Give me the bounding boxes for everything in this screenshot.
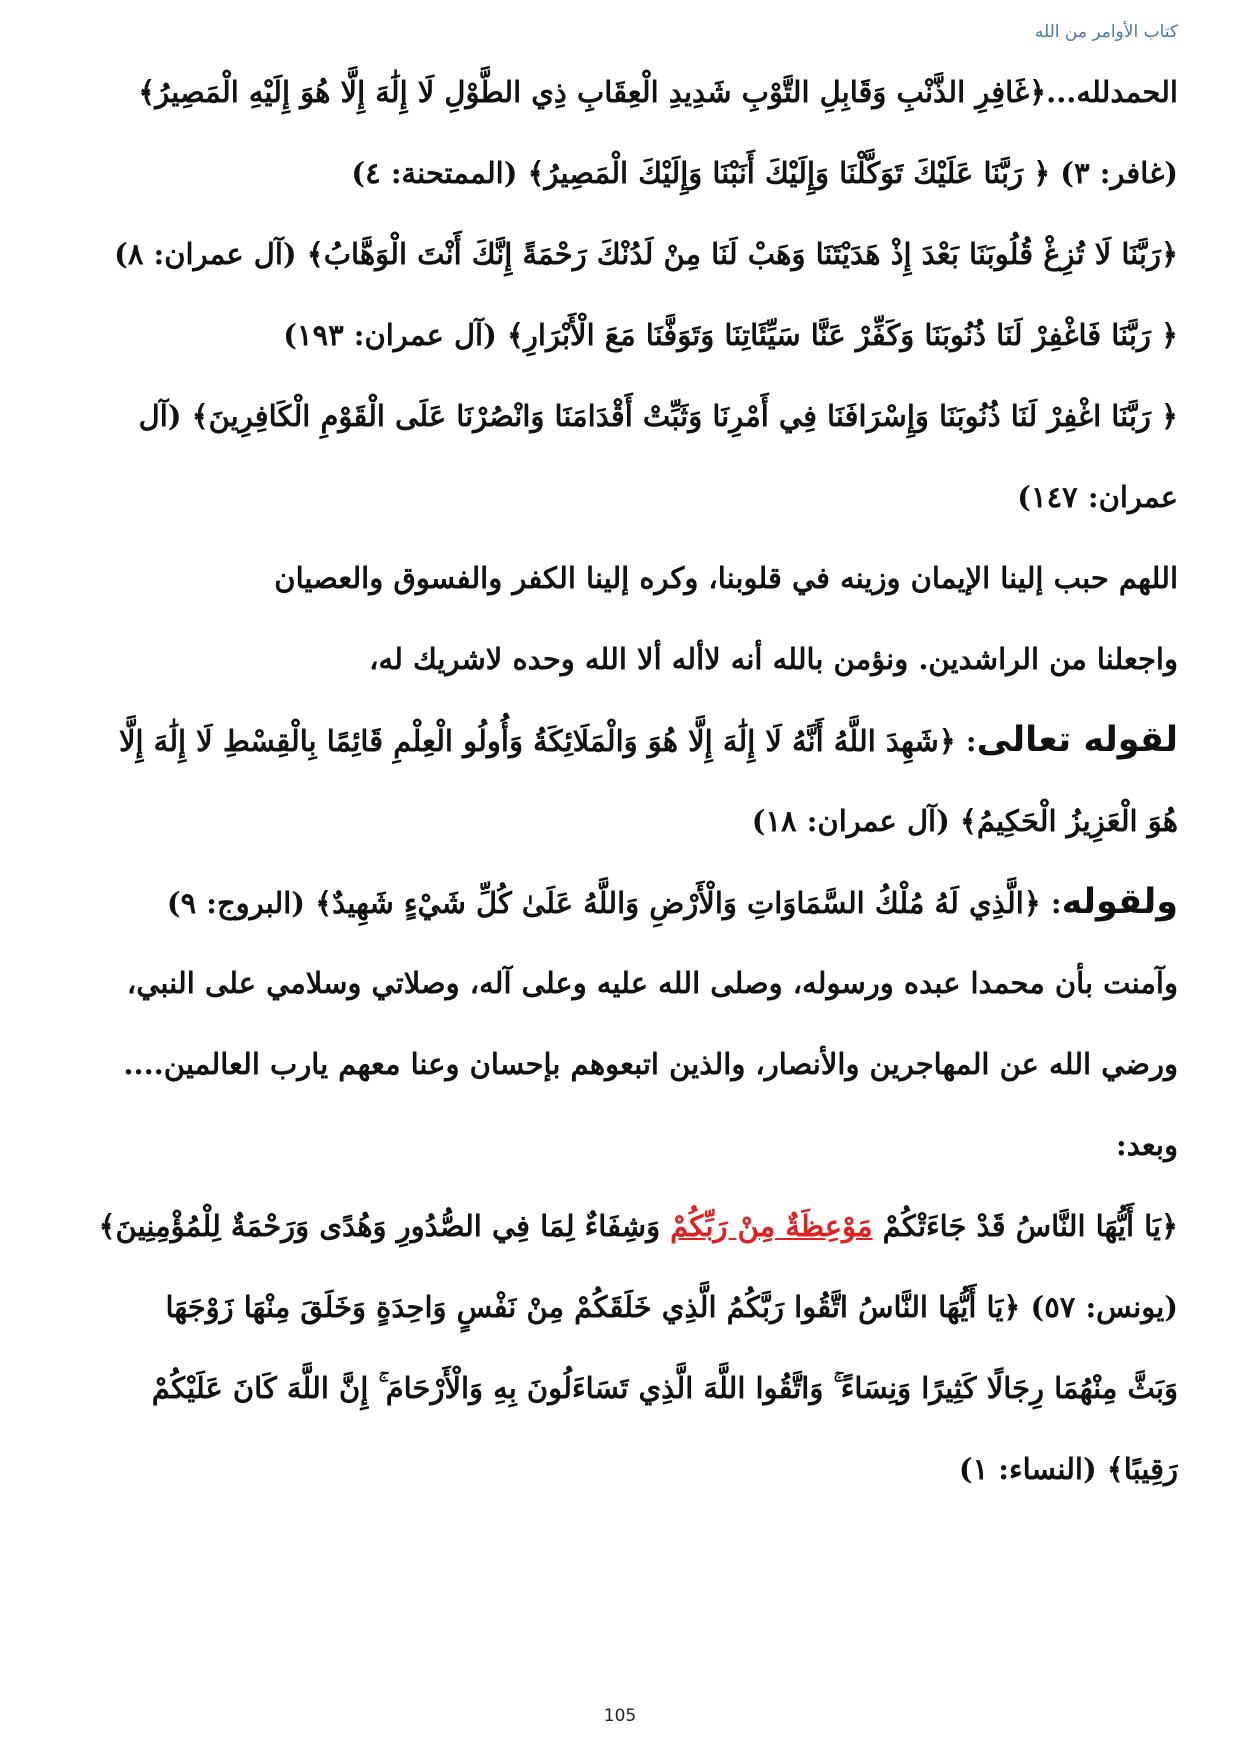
text-line: ﴿رَبَّنَا لَا تُزِغْ قُلُوبَنَا بَعْدَ إِذْ هَدَيْتَنَا وَهَبْ لَنَا مِنْ لَدُنْكَ رَحْمَةً إِنَّكَ أَنْتَ الْوَهَّابُ﴾ (آل عمران: ٨) <box>114 237 1178 271</box>
text-line: واجعلنا من الراشدين. ونؤمن بالله أنه لاأله ألا الله وحده لاشريك له، <box>369 642 1178 676</box>
text-line: وآمنت بأن محمدا عبده ورسوله، وصلى الله عليه وعلى آله، وصلاتي وسلامي على النبي، <box>126 966 1178 1000</box>
text-line: الحمدلله...﴿غَافِرِ الذَّنْبِ وَقَابِلِ التَّوْبِ شَدِيدِ الْعِقَابِ ذِي الطَّوْلِ لَا إِلَٰهَ إِلَّا هُوَ إِلَيْهِ الْمَصِيرُ﴾ <box>138 75 1178 109</box>
text-line: وبعد: <box>1116 1128 1178 1162</box>
quote-line: رَقِيبًا﴾ (النساء: ١) <box>958 1452 1178 1486</box>
quote-text: : ﴿الَّذِي لَهُ مُلْكُ السَّمَاوَاتِ وَالْأَرْضِ وَاللَّهُ عَلَىٰ كُلِّ شَيْءٍ شَهِيدٌ﴾ (البروج: ٩) <box>166 886 1062 920</box>
text-line: عمران: ١٤٧) <box>1017 480 1178 514</box>
page-number: 105 <box>603 1706 637 1726</box>
quote-line: (يونس: ٥٧) ﴿يَا أَيُّهَا النَّاسُ اتَّقُوا رَبَّكُمُ الَّذِي خَلَقَكُمْ مِنْ نَفْسٍ وَاحِدَةٍ وَخَلَقَ مِنْهَا زَوْجَهَا <box>165 1290 1178 1324</box>
quote-line <box>62 700 1178 781</box>
quote-line <box>62 862 1178 943</box>
text-line: (غافر: ٣) ﴿ رَبَّنَا عَلَيْكَ تَوَكَّلْنَا وَإِلَيْكَ أَنَبْنَا وَإِلَيْكَ الْمَصِيرُ﴾ (الممتحنة: ٤) <box>351 156 1178 190</box>
quote-line: هُوَ الْعَزِيزُ الْحَكِيمُ﴾ (آل عمران: ١٨) <box>751 804 1178 838</box>
text-line: ﴿ رَبَّنَا فَاغْفِرْ لَنَا ذُنُوبَنَا وَكَفِّرْ عَنَّا سَيِّئَاتِنَا وَتَوَفَّنَا مَعَ الْأَبْرَارِ﴾ (آل عمران: ١٩٣) <box>283 318 1178 352</box>
quote-line <box>62 1186 1178 1267</box>
quote-heading: ولقوله <box>1061 882 1178 922</box>
highlighted-phrase: مَوْعِظَةٌ مِنْ رَبِّكُمْ <box>670 1209 873 1243</box>
text-line: ﴿ رَبَّنَا اغْفِرْ لَنَا ذُنُوبَنَا وَإِسْرَافَنَا فِي أَمْرِنَا وَثَبِّتْ أَقْدَامَنَا وَانْصُرْنَا عَلَى الْقَوْمِ الْكَافِرِينَ﴾ (آل <box>138 399 1178 433</box>
running-header: كتاب الأوامر من الله <box>1034 22 1178 42</box>
text-line: اللهم حبب إلينا الإيمان وزينه في قلوبنا، وكره إلينا الكفر والفسوق والعصيان <box>274 561 1178 595</box>
quote-heading: لقوله تعالى <box>976 720 1178 760</box>
quote-text: ﴿يَا أَيُّهَا النَّاسُ قَدْ جَاءَتْكُمْ <box>872 1209 1178 1243</box>
quote-text: : ﴿شَهِدَ اللَّهُ أَنَّهُ لَا إِلَٰهَ إِلَّا هُوَ وَالْمَلَائِكَةُ وَأُولُو الْعِلْمِ قَائِمًا بِالْقِسْطِ لَا إِلَٰهَ إِلَّا <box>118 724 977 758</box>
quote-line: وَبَثَّ مِنْهُمَا رِجَالًا كَثِيرًا وَنِسَاءً ۚ وَاتَّقُوا اللَّهَ الَّذِي تَسَاءَلُونَ بِهِ وَالْأَرْحَامَ ۚ إِنَّ اللَّهَ كَانَ عَلَيْكُمْ <box>151 1371 1178 1405</box>
text-line: ورضي الله عن المهاجرين والأنصار، والذين اتبعوهم بإحسان وعنا معهم يارب العالمين.... <box>123 1047 1178 1081</box>
quote-text: وَشِفَاءٌ لِمَا فِي الصُّدُورِ وَهُدًى وَرَحْمَةٌ لِلْمُؤْمِنِينَ﴾ <box>98 1209 671 1243</box>
page-body <box>62 52 1178 1510</box>
